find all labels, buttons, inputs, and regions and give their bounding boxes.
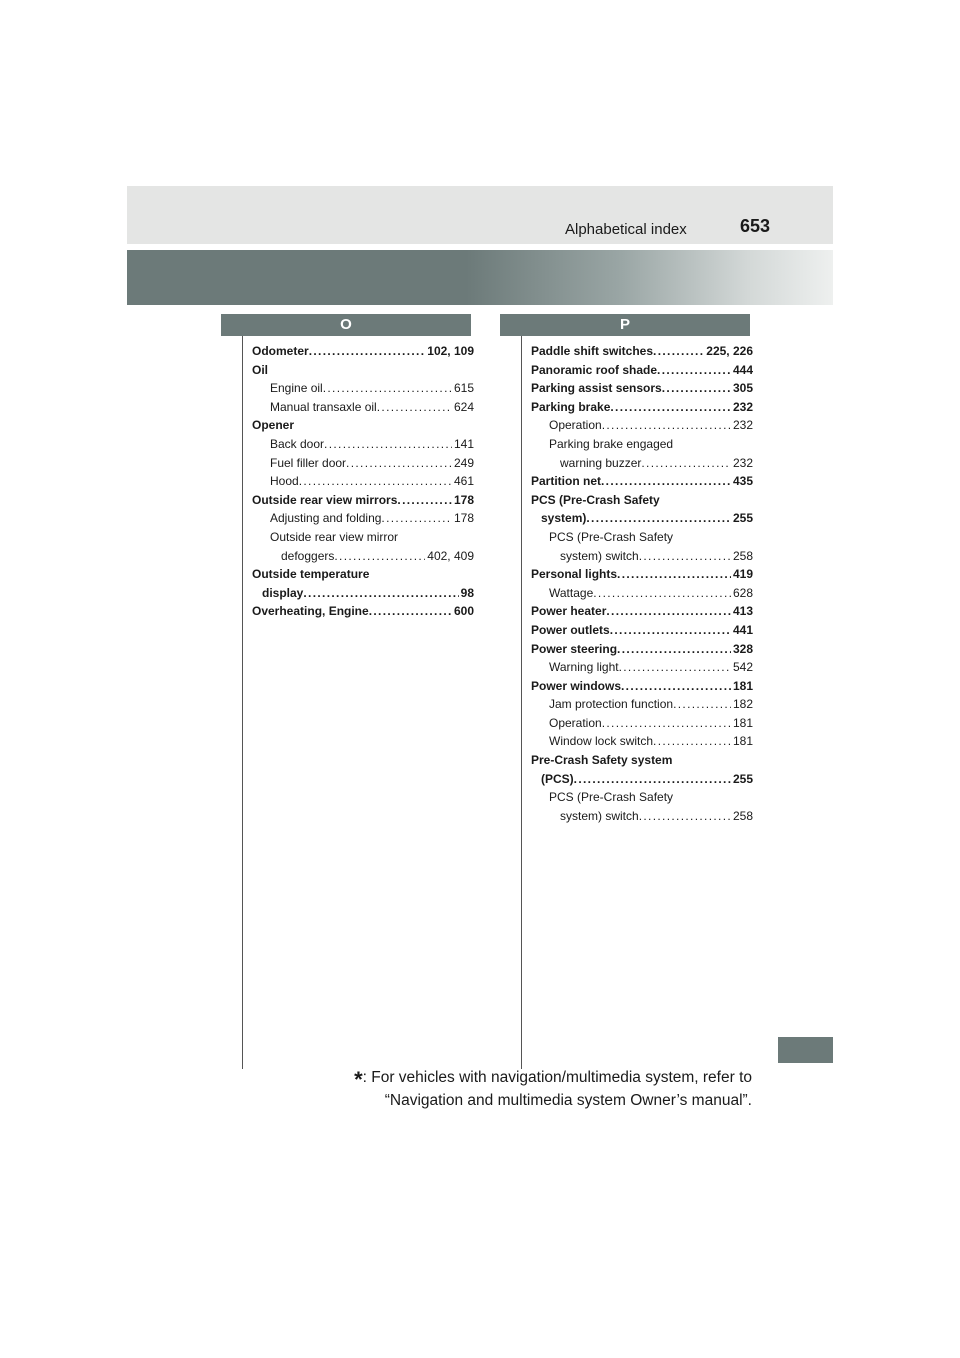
index-subentry[interactable] <box>531 454 753 473</box>
entry-label: warning buzzer <box>560 455 642 470</box>
index-subentry[interactable] <box>252 454 474 473</box>
column-divider <box>521 336 522 1069</box>
entry-label: Parking assist sensors <box>531 381 662 396</box>
index-subentry[interactable] <box>252 379 474 398</box>
entry-label: PCS (Pre-Crash Safety <box>549 790 674 805</box>
index-entry[interactable] <box>531 621 753 640</box>
entry-label: Engine oil <box>270 381 323 396</box>
entry-label: system) <box>541 511 587 526</box>
column-divider <box>242 336 243 1069</box>
entry-page: 255 <box>732 511 753 526</box>
entry-label: Paddle shift switches <box>531 344 654 358</box>
entry-page: 181 <box>732 734 753 749</box>
index-entry <box>252 361 474 380</box>
entry-label: defoggers <box>281 548 335 563</box>
index-entry[interactable] <box>531 770 753 789</box>
footnote <box>152 1067 752 1111</box>
entry-page: 102, 109 <box>427 344 474 358</box>
footnote-line-1 <box>152 1067 752 1090</box>
entry-label: Opener <box>252 418 295 433</box>
entry-page: 181 <box>732 678 753 693</box>
entry-label: display <box>262 585 304 600</box>
entry-page: 232 <box>732 418 753 433</box>
entry-page: 249 <box>453 455 474 470</box>
entry-label: Oil <box>252 362 269 377</box>
index-subentry[interactable] <box>252 509 474 528</box>
index-subentry[interactable] <box>531 547 753 566</box>
index-subentry <box>531 435 753 454</box>
entry-label: Operation <box>549 715 602 730</box>
entry-label: Personal lights <box>531 567 618 582</box>
entry-page: 444 <box>732 362 753 377</box>
entry-page: 461 <box>453 474 474 489</box>
index-entry[interactable] <box>252 342 474 361</box>
index-subentry[interactable] <box>531 714 753 733</box>
index-entry <box>252 565 474 584</box>
index-subentry <box>531 788 753 807</box>
index-entry[interactable] <box>531 379 753 398</box>
index-subentry[interactable] <box>252 547 474 566</box>
entry-page: 328 <box>732 641 753 656</box>
entry-label: Warning light <box>549 660 619 675</box>
entry-label: Odometer <box>252 344 309 358</box>
index-column-o <box>252 342 474 621</box>
entry-label: Hood <box>270 474 299 489</box>
entry-page: 305 <box>732 381 753 396</box>
section-heading-p: P <box>500 314 750 336</box>
entry-page: 232 <box>732 455 753 470</box>
entry-page: 628 <box>732 585 753 600</box>
entry-page: 181 <box>732 715 753 730</box>
index-entry[interactable] <box>531 342 753 361</box>
index-entry[interactable] <box>531 509 753 528</box>
entry-page: 413 <box>732 604 753 619</box>
entry-label: PCS (Pre-Crash Safety <box>549 529 674 544</box>
entry-page: 441 <box>732 622 753 637</box>
entry-label: Outside temperature <box>252 567 370 582</box>
entry-page: 600 <box>453 604 474 619</box>
chapter-tab-marker <box>778 1037 833 1063</box>
entry-label: PCS (Pre-Crash Safety <box>531 492 660 507</box>
index-entry[interactable] <box>531 361 753 380</box>
footnote-text-1: : For vehicles with navigation/multimedia system, refer to <box>362 1069 752 1086</box>
entry-page: 141 <box>453 436 474 451</box>
index-subentry <box>531 528 753 547</box>
entry-page: 419 <box>732 567 753 582</box>
entry-page: 542 <box>732 660 753 675</box>
entry-label: Pre-Crash Safety system <box>531 753 673 768</box>
index-subentry[interactable] <box>252 472 474 491</box>
entry-label: Panoramic roof shade <box>531 362 658 377</box>
index-subentry[interactable] <box>531 658 753 677</box>
index-entry[interactable] <box>531 398 753 417</box>
entry-label: system) switch <box>560 548 639 563</box>
entry-page: 435 <box>732 474 753 489</box>
index-entry <box>531 491 753 510</box>
entry-label: Wattage <box>549 585 594 600</box>
entry-page: 624 <box>453 399 474 414</box>
index-entry[interactable] <box>252 584 474 603</box>
entry-label: Fuel filler door <box>270 455 347 470</box>
entry-label: Jam protection function <box>549 697 674 712</box>
index-entry[interactable] <box>531 677 753 696</box>
index-subentry[interactable] <box>252 398 474 417</box>
index-entry[interactable] <box>531 472 753 491</box>
index-entry <box>531 751 753 770</box>
decorative-gradient-band <box>127 250 833 305</box>
entry-page: 225, 226 <box>706 344 753 358</box>
entry-page: 402, 409 <box>427 548 474 563</box>
entry-label: Partition net <box>531 474 602 489</box>
entry-page: 255 <box>732 771 753 786</box>
entry-label: Window lock switch <box>549 734 654 749</box>
index-subentry[interactable] <box>531 807 753 826</box>
index-entry[interactable] <box>252 491 474 510</box>
footnote-line-2: “Navigation and multimedia system Owner’s manual”. <box>384 1092 752 1109</box>
entry-label: Power windows <box>531 678 622 693</box>
entry-label: Power heater <box>531 604 607 619</box>
footnote-asterisk: * <box>354 1067 363 1092</box>
index-entry[interactable] <box>531 602 753 621</box>
page-header-band <box>127 186 833 244</box>
index-subentry[interactable] <box>531 416 753 435</box>
entry-label: Manual transaxle oil <box>270 399 377 414</box>
entry-page: 98 <box>460 585 474 600</box>
page-number: 653 <box>740 216 771 236</box>
section-title: Alphabetical index <box>565 221 687 238</box>
index-entry[interactable] <box>531 565 753 584</box>
index-subentry[interactable] <box>252 435 474 454</box>
entry-page: 232 <box>732 399 753 414</box>
entry-label: Outside rear view mirror <box>270 529 399 544</box>
entry-label: Back door <box>270 436 325 451</box>
index-entry[interactable] <box>531 640 753 659</box>
entry-label: Parking brake engaged <box>549 436 674 451</box>
index-subentry[interactable] <box>531 732 753 751</box>
entry-label: Power outlets <box>531 622 610 637</box>
entry-page: 178 <box>453 511 474 526</box>
section-heading-o: O <box>221 314 471 336</box>
entry-label: Parking brake <box>531 399 611 414</box>
entry-page: 178 <box>453 492 474 507</box>
entry-label: system) switch <box>560 808 639 823</box>
entry-label: Overheating, Engine <box>252 604 369 619</box>
entry-label: Power steering <box>531 641 618 656</box>
index-subentry[interactable] <box>531 695 753 714</box>
index-column-p <box>531 342 753 825</box>
entry-page: 182 <box>732 697 753 712</box>
entry-label: Operation <box>549 418 602 433</box>
entry-label: Adjusting and folding <box>270 511 382 526</box>
index-subentry <box>252 528 474 547</box>
entry-page: 258 <box>732 808 753 823</box>
entry-page: 615 <box>453 381 474 396</box>
entry-page: 258 <box>732 548 753 563</box>
index-subentry[interactable] <box>531 584 753 603</box>
index-entry <box>252 416 474 435</box>
entry-label: Outside rear view mirrors <box>252 492 398 507</box>
entry-label: (PCS) <box>541 771 574 786</box>
index-entry[interactable] <box>252 602 474 621</box>
